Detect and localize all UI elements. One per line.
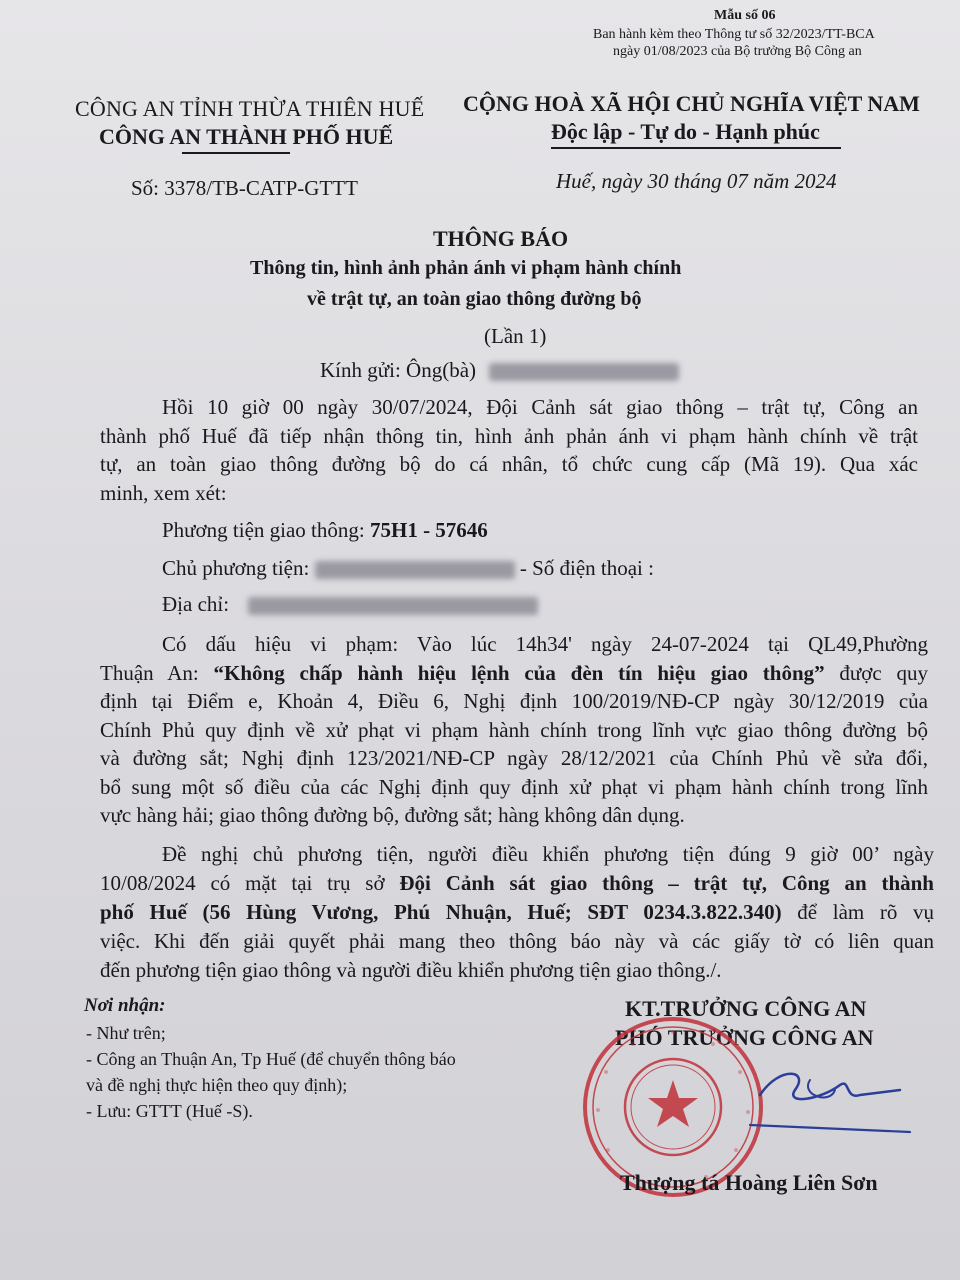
seal-star-icon (648, 1080, 698, 1127)
redacted-address (248, 597, 538, 615)
violation-line-6: bổ sung một số điều của các Nghị định quy định xử phạt vi phạm hành chính trong lĩnh (100, 774, 928, 799)
recipients-title: Nơi nhận: (84, 995, 166, 1016)
violation-location: Thuận An: (100, 660, 214, 685)
redacted-owner (315, 561, 515, 579)
agency-parent: CÔNG AN TỈNH THỪA THIÊN HUẾ (75, 96, 425, 121)
intro-line-1: Hồi 10 giờ 00 ngày 30/07/2024, Đội Cảnh sát giao thông – trật tự, Công an (162, 395, 918, 419)
recipient-2: - Công an Thuận An, Tp Huế (để chuyển thông báo (86, 1049, 456, 1069)
request-office: Đội Cảnh sát giao thông – trật tự, Công an thành (399, 871, 934, 895)
violation-line-1: Có dấu hiệu vi phạm: Vào lúc 14h34' ngày 24-07-2024 tại QL49,Phường (162, 632, 928, 656)
owner-row (162, 556, 654, 581)
redacted-name (489, 363, 679, 381)
recipient-2-cont: và đề nghị thực hiện theo quy định); (86, 1075, 348, 1095)
document-title: THÔNG BÁO (433, 226, 569, 251)
signature-title-1: KT.TRƯỞNG CÔNG AN (625, 996, 867, 1021)
intro-line-2: thành phố Huế đã tiếp nhận thông tin, hình ảnh phản ánh vi phạm hành chính về trật (100, 423, 918, 448)
request-line-3-end: để làm rõ vụ (781, 900, 934, 924)
intro-line-3: tự, an toàn giao thông đường bộ do cá nhân, tổ chức cung cấp (Mã 19). Qua xác (100, 452, 918, 476)
recipients-list (86, 1020, 456, 1124)
addressee (320, 358, 679, 383)
document-number: Số: 3378/TB-CATP-GTTT (131, 176, 358, 200)
document-subtitle-1: Thông tin, hình ảnh phản ánh vi phạm hành chính (250, 257, 682, 279)
owner-label: Chủ phương tiện: (162, 556, 310, 580)
addressee-label: Kính gửi: Ông(bà) (320, 358, 477, 382)
form-issued-line2: ngày 01/08/2023 của Bộ trưởng Bộ Công an (613, 44, 862, 59)
signer-name: Thượng tá Hoàng Liên Sơn (620, 1170, 878, 1195)
request-paragraph (100, 840, 934, 985)
round-number: (Lần 1) (484, 324, 547, 348)
request-address: phố Huế (56 Hùng Vương, Phú Nhuận, Huế; SĐT 0234.3.822.340) (100, 900, 782, 924)
request-line-3 (100, 898, 934, 927)
violation-line-7: vực hàng hải; giao thông đường bộ, đường sắt; hàng không dân dụng. (100, 803, 685, 827)
form-number: Mẫu số 06 (714, 8, 776, 23)
agency-underline (182, 152, 290, 154)
form-issued-line1: Ban hành kèm theo Thông tư số 32/2023/TT-BCA (593, 27, 875, 42)
vehicle-row (162, 518, 488, 543)
address-row (162, 592, 538, 617)
nation-name: CỘNG HOÀ XÃ HỘI CHỦ NGHĨA VIỆT NAM (463, 91, 920, 116)
request-line-5: đến phương tiện giao thông và người điều khiển phương tiện giao thông./. (100, 958, 722, 982)
document-subtitle-2: về trật tự, an toàn giao thông đường bộ (307, 288, 642, 310)
address-label: Địa chỉ: (162, 592, 230, 616)
violation-line-3: định tại Điểm e, Khoản 4, Điều 6, Nghị định 100/2019/NĐ-CP ngày 30/12/2019 của (100, 689, 928, 713)
request-date: 10/08/2024 có mặt tại trụ sở (100, 871, 400, 895)
intro-line-4: minh, xem xét: (100, 480, 227, 505)
recipient-3: - Lưu: GTTT (Huế -S). (86, 1101, 253, 1121)
agency-name: CÔNG AN THÀNH PHỐ HUẾ (99, 124, 394, 149)
motto-underline (551, 147, 841, 149)
request-line-4: việc. Khi đến giải quyết phải mang theo thông báo này và các giấy tờ có liên quan (100, 929, 934, 953)
violation-line-2 (100, 659, 928, 688)
recipient-1: - Như trên; (86, 1023, 166, 1043)
violation-line-2-end: được quy (824, 660, 928, 685)
violation-paragraph (100, 630, 928, 830)
handwritten-signature (740, 1050, 930, 1140)
nation-motto: Độc lập - Tự do - Hạnh phúc (551, 119, 820, 144)
vehicle-plate: 75H1 - 57646 (369, 518, 488, 542)
intro-paragraph (100, 393, 918, 507)
violation-line-5: và đường sắt; Nghị định 123/2021/NĐ-CP ngày 28/12/2021 của Chính Phủ về sửa đổi, (100, 746, 928, 770)
violation-line-4: Chính Phủ quy định về xử phạt vi phạm hành chính trong lĩnh vực giao thông đường bộ (100, 717, 928, 742)
request-line-2 (100, 869, 934, 898)
place-date: Huế, ngày 30 tháng 07 năm 2024 (556, 169, 837, 193)
phone-label: - Số điện thoại : (514, 556, 654, 580)
request-line-1: Đề nghị chủ phương tiện, người điều khiển phương tiện đúng 9 giờ 00’ ngày (162, 842, 934, 866)
vehicle-label: Phương tiện giao thông: (162, 518, 370, 542)
violation-description: “Không chấp hành hiệu lệnh của đèn tín hiệu giao thông” (213, 660, 825, 685)
signature-title-2: PHÓ TRƯỞNG CÔNG AN (615, 1025, 874, 1050)
